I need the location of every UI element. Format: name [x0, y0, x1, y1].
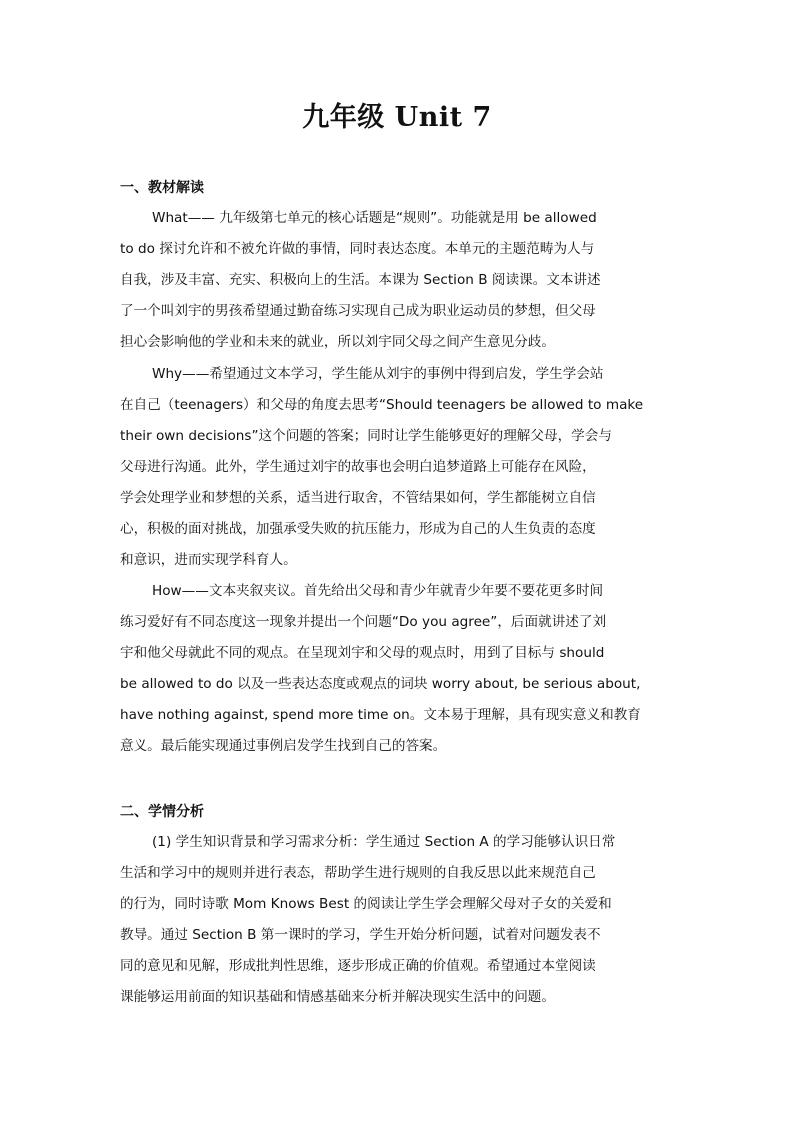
- paragraph-how: [120, 576, 680, 762]
- paragraph-line: 心，积极的面对挑战，加强承受失败的抗压能力，形成为自己的人生负责的态度: [120, 521, 596, 537]
- paragraph-line: 练习爱好有不同态度这一现象并提出一个问题“Do you agree”，后面就讲述了刘: [120, 614, 607, 630]
- paragraph-line: 和意识，进而实现学科育人。: [120, 552, 297, 568]
- paragraph-line: 生活和学习中的规则并进行表态，帮助学生进行规则的自我反思以此来规范自己: [120, 865, 596, 881]
- section-heading-learner-analysis: 二、学情分析: [120, 804, 204, 820]
- paragraph-line: 在自己（teenagers）和父母的角度去思考“Should teenagers be allowed to make: [120, 397, 644, 413]
- paragraph-line: How——文本夹叙夹议。首先给出父母和青少年就青少年要不要花更多时间: [152, 583, 604, 599]
- paragraph-line: 宇和他父母就此不同的观点。在呈现刘宇和父母的观点时，用到了目标与 should: [120, 645, 605, 661]
- paragraph-line: 父母进行沟通。此外，学生通过刘宇的故事也会明白追梦道路上可能存在风险，: [120, 459, 596, 475]
- paragraph-why: [120, 359, 680, 576]
- paragraph-line: their own decisions”这个问题的答案；同时让学生能够更好的理解父母，学会与: [120, 428, 612, 444]
- paragraph-line: Why——希望通过文本学习，学生能从刘宇的事例中得到启发，学生学会站: [152, 366, 604, 382]
- paragraph-line: have nothing against, spend more time on。文本易于理解，具有现实意义和教育: [120, 707, 641, 723]
- paragraph-line: be allowed to do 以及一些表达态度或观点的词块 worry about, be serious about,: [120, 676, 641, 692]
- paragraph-line: 课能够运用前面的知识基础和情感基础来分析并解决现实生活中的问题。: [120, 989, 555, 1005]
- paragraph-what: [120, 203, 680, 358]
- section-heading-textbook-analysis: 一、教材解读: [120, 180, 204, 196]
- page-title: 九年级 Unit 7: [302, 102, 492, 133]
- paragraph-learner-background: [120, 827, 680, 1013]
- paragraph-line: (1) 学生知识背景和学习需求分析：学生通过 Section A 的学习能够认识日常: [152, 834, 616, 850]
- paragraph-line: 同的意见和见解，形成批判性思维，逐步形成正确的价值观。希望通过本堂阅读: [120, 958, 596, 974]
- paragraph-line: What—— 九年级第七单元的核心话题是“规则”。功能就是用 be allowed: [152, 210, 597, 226]
- paragraph-line: 意义。最后能实现通过事例启发学生找到自己的答案。: [120, 738, 447, 754]
- paragraph-line: 的行为，同时诗歌 Mom Knows Best 的阅读让学生学会理解父母对子女的关爱和: [120, 896, 612, 912]
- paragraph-line: 自我，涉及丰富、充实、积极向上的生活。本课为 Section B 阅读课。文本讲述: [120, 272, 601, 288]
- paragraph-line: to do 探讨允许和不被允许做的事情，同时表达态度。本单元的主题范畴为人与: [120, 241, 595, 257]
- paragraph-line: 了一个叫刘宇的男孩希望通过勤奋练习实现自己成为职业运动员的梦想，但父母: [120, 303, 596, 319]
- paragraph-line: 学会处理学业和梦想的关系，适当进行取舍，不管结果如何，学生都能树立自信: [120, 490, 596, 506]
- paragraph-line: 担心会影响他的学业和未来的就业，所以刘宇同父母之间产生意见分歧。: [120, 334, 555, 350]
- paragraph-line: 教导。通过 Section B 第一课时的学习，学生开始分析问题，试着对问题发表不: [120, 927, 601, 943]
